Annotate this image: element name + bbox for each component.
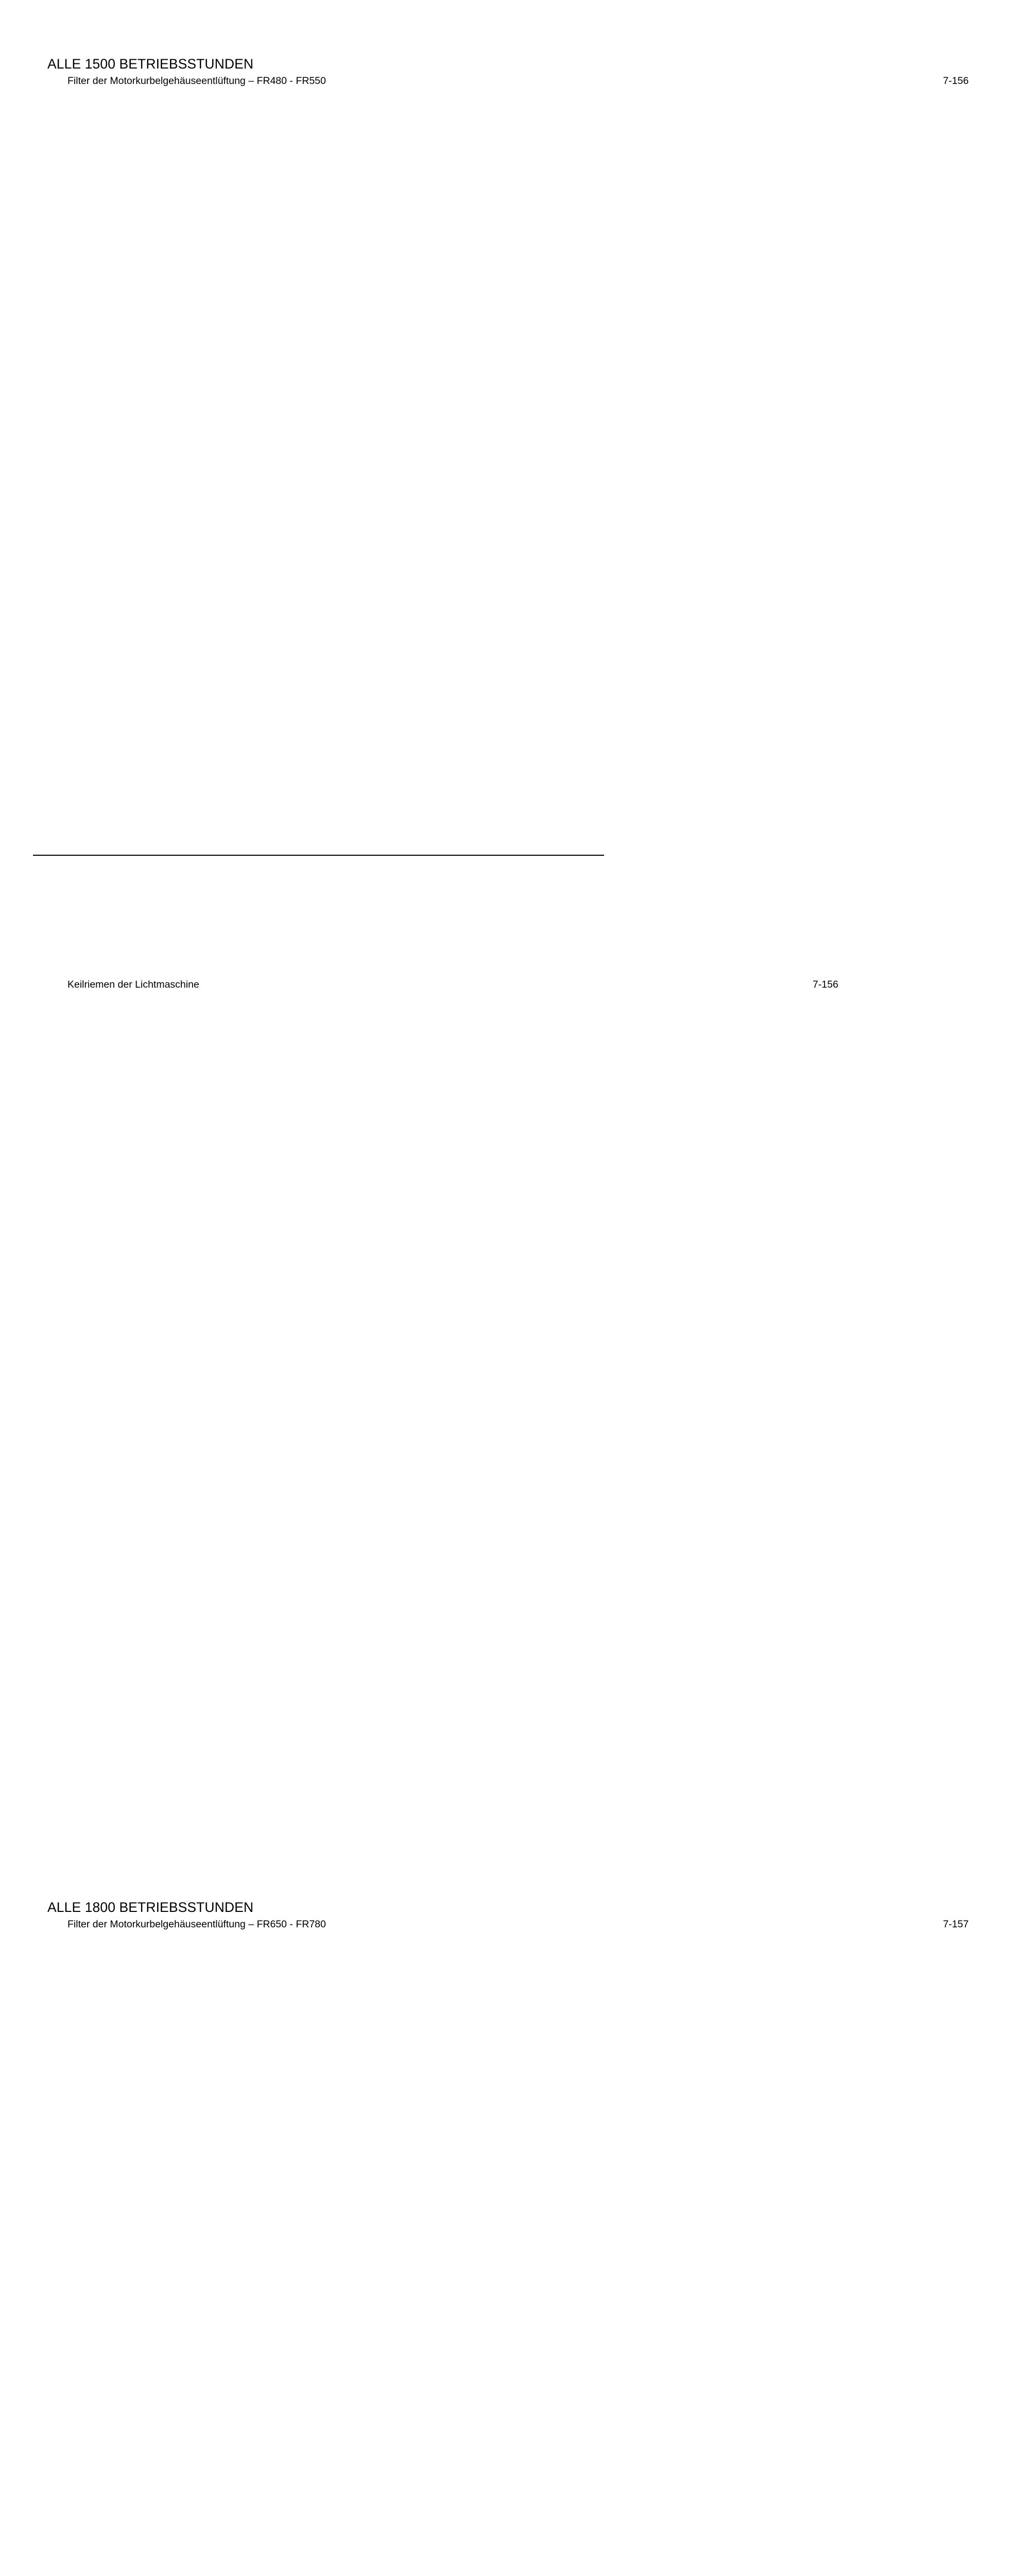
toc-entry-list [47, 1917, 524, 2576]
footer-divider [33, 855, 604, 856]
toc-entry[interactable] [47, 74, 524, 978]
toc-section [47, 1899, 524, 2576]
toc-section-heading: ALLE 1500 BETRIEBSSTUNDEN [47, 56, 524, 73]
table-of-contents [47, 56, 524, 2576]
toc-entry-list [47, 74, 524, 1882]
toc-entry[interactable] [47, 978, 524, 1882]
toc-entry-label: Filter der Motorkurbelgehäuseentlüftung – FR480 - FR550 [67, 74, 326, 89]
toc-section-heading: ALLE 1800 BETRIEBSSTUNDEN [47, 1899, 524, 1916]
toc-entry-label: Keilriemen der Lichtmaschine [67, 978, 199, 992]
toc-entry-page-number: 7-157 [330, 1918, 969, 2576]
toc-entry-page-number: 7-156 [199, 978, 838, 1882]
document-page [0, 0, 639, 904]
toc-entry-label: Filter der Motorkurbelgehäuseentlüftung – FR650 - FR780 [67, 1918, 326, 1932]
toc-section [47, 56, 524, 1882]
toc-entry-page-number: 7-156 [330, 74, 969, 978]
toc-entry[interactable] [47, 1917, 524, 2576]
